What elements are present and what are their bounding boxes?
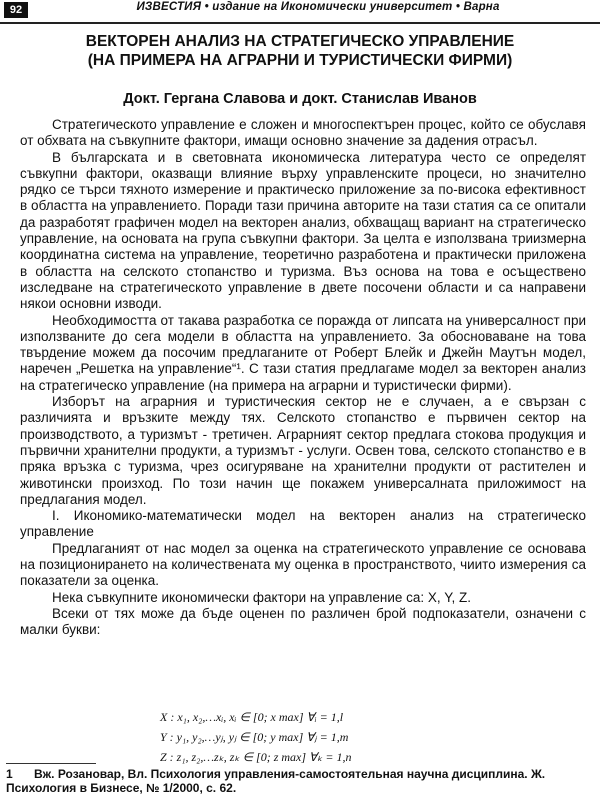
section-heading: I. Икономико-математически модел на векторен анализ на стратегическо управление (20, 508, 586, 540)
title-line-1: ВЕКТОРЕН АНАЛИЗ НА СТРАТЕГИЧЕСКО УПРАВЛЕНИЕ (85, 33, 515, 50)
paragraph: Необходимостта от такава разработка се поражда от липсата на универсалност при използваните до сега модели в областта на управлението. За обосноваване на това твърдение можем да посочим предлаганите от Роберт Блейк и Джейн Маутън модел, наречен „Решетка на управление“¹. С тази статия предлагаме модел за векторен анализ на стратегическо управление (на примера на аграрни и туристически фирми). (20, 312, 586, 393)
formula-z: Z : z₁, z₂,…zₖ, zₖ ∈ [0; z max] ∀ₖ = 1,n (160, 750, 352, 764)
article-body (20, 117, 586, 639)
running-header (0, 0, 600, 24)
article-title (40, 32, 560, 70)
formula-y: Y : y₁, y₂,…yⱼ, yⱼ ∈ [0; y max] ∀ⱼ = 1,m (160, 730, 349, 744)
formula-x: X : x₁, x₂,…xᵢ, xᵢ ∈ [0; x max] ∀ᵢ = 1,l (160, 710, 344, 724)
footnote-divider (6, 763, 96, 764)
footnote-mark: 1 (6, 767, 13, 781)
article-authors: Докт. Гергана Славова и докт. Станислав Иванов (123, 91, 477, 107)
paragraph: Нека съвкупните икономически фактори на управление са: X, Y, Z. (52, 589, 471, 605)
paragraph: Предлаганият от нас модел за оценка на стратегическото управление се основава на позиционирането на количествената му оценка в пространството, чиито измерения са показатели за оценка. (20, 540, 586, 589)
journal-title: ИЗВЕСТИЯ • издание на Икономически университет • Варна (136, 1, 500, 13)
paragraph: Стратегическото управление е сложен и многоспектърен процес, който се обуславя от обхвата на съвкупните фактори, имащи основно значение за дадения отрасъл. (20, 117, 586, 149)
paragraph: Всеки от тях може да бъде оценен по различен брой подпоказатели, означени с малки букви: (20, 605, 586, 638)
footnote (6, 767, 570, 795)
footnote-text: Вж. Розановар, Вл. Психология управления-самостоятельная научна дисциплина. Ж. Психология в Бизнесе, № 1/2000, с. 62. (6, 767, 546, 795)
paragraph: Изборът на аграрния и туристическия сектор не е случаен, а е свързан с различията и връзките между тях. Селското стопанство е първичен сектор на производството, а туризмът - третичен. Аграрният сектор предлага стокова продукция и първични хранителни продукти, а туризмът - услуги. Освен това, селското стопанство е в пряка връзка с туризма, чрез осигуряване на хранителни продукти от растителен и животински произход. По този начин ще покажем универсалната приложимост на предлагания модел. (20, 394, 586, 507)
formula-block (160, 707, 351, 767)
paragraph: В българската и в световната икономическа литература често се определят съвкупни фактори, оказващи влияние върху управленските процеси, но значително рядко се търси тяхното измерение и практическо приложение за по-висока ефективност в областта на управлението. Поради тази причина авторите на тази статия са се опитали да разработят графичен модел на векторен анализ, обхващащ вариант на стратегическо управление, на основата на група съвкупни фактори. За целта е използвана триизмерна координатна система на управление, теоретично разработена и практически приложена в областта на селското стопанство и туризма. Въз основа на това е осъществено изследване на стратегическото управление в двете посочени области и са направени някои основни изводи. (20, 149, 586, 312)
title-line-2: (НА ПРИМЕРА НА АГРАРНИ И ТУРИСТИЧЕСКИ ФИРМИ) (87, 52, 513, 69)
page-number: 92 (4, 2, 28, 18)
